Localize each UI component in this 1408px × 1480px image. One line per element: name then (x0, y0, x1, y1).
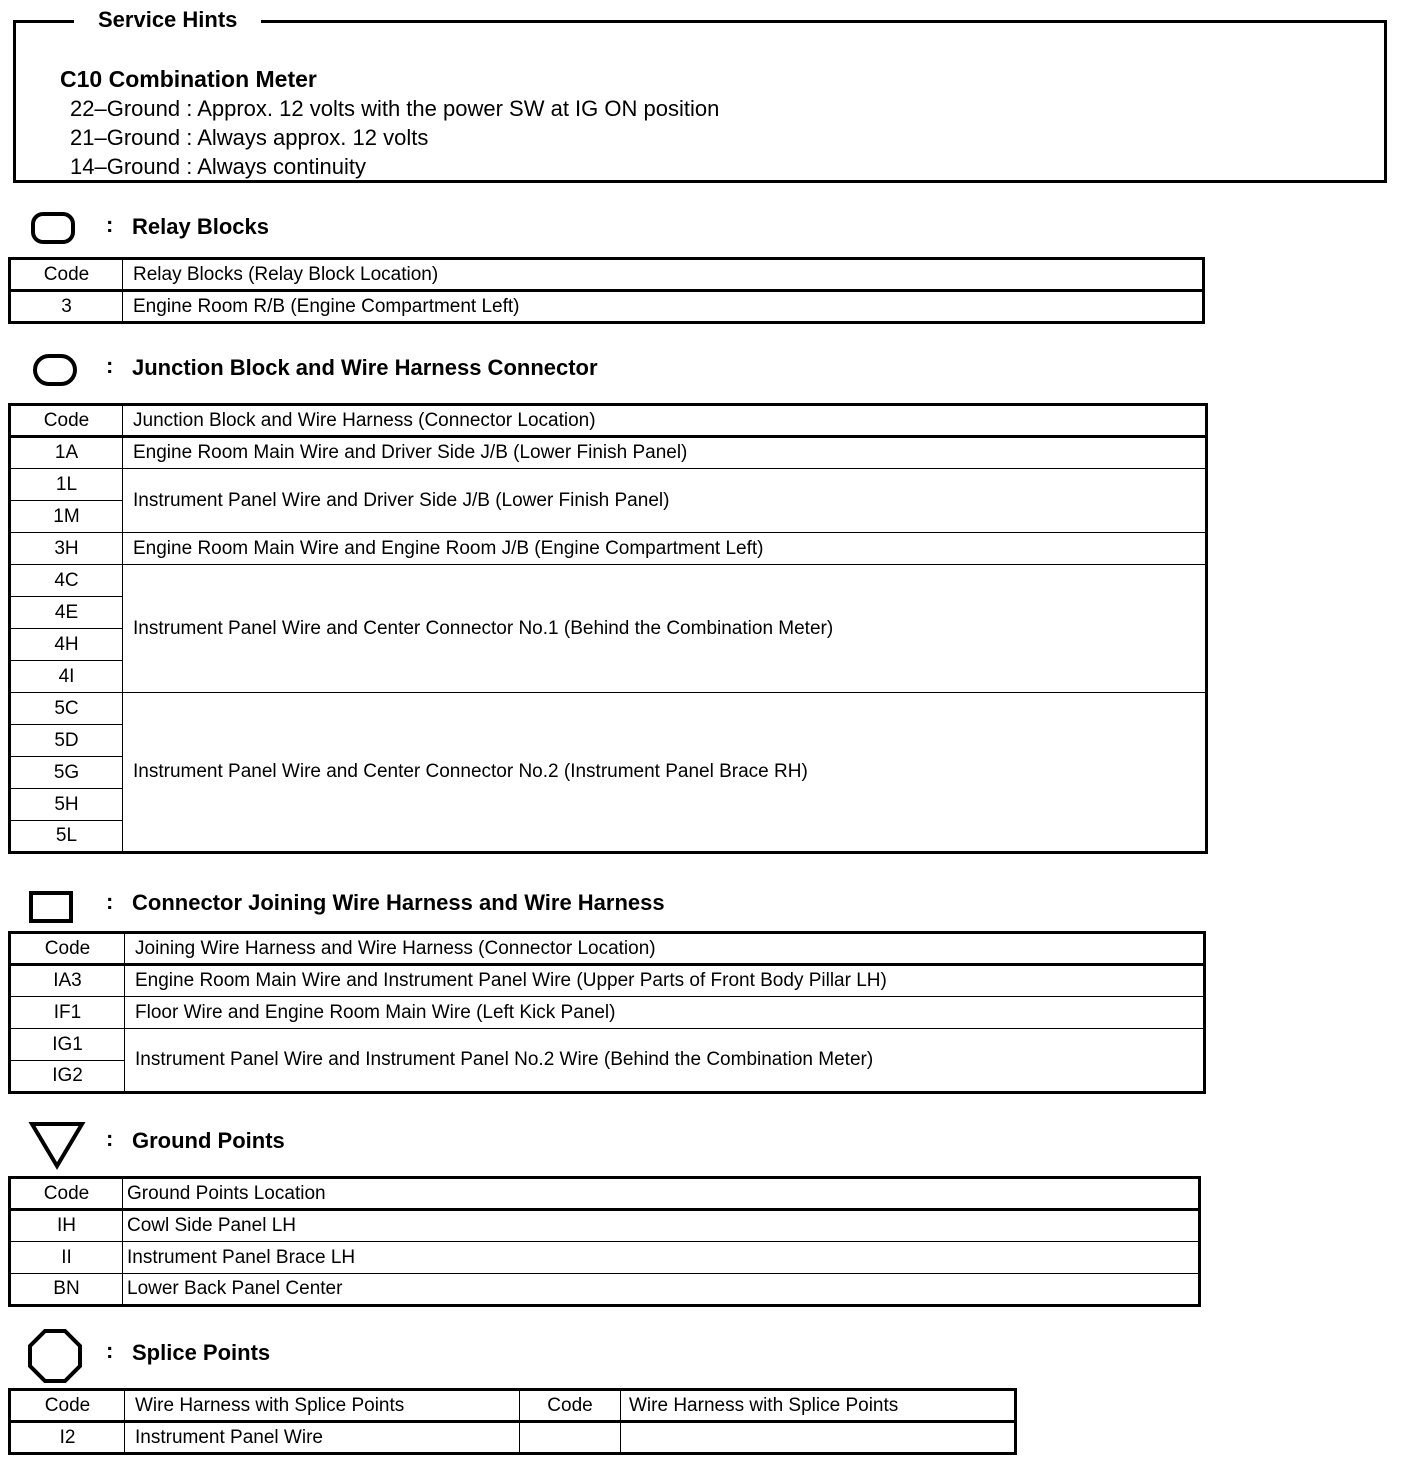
section-colon: : (106, 1338, 114, 1363)
row-description: Instrument Panel Wire and Instrument Panel No.2 Wire (Behind the Combination Meter) (125, 1029, 1205, 1093)
header-description: Wire Harness with Splice Points (125, 1390, 520, 1422)
row-code: IG2 (10, 1061, 125, 1093)
row-description: Instrument Panel Brace LH (123, 1242, 1200, 1274)
table-row (10, 291, 1204, 323)
table-row (10, 565, 1207, 597)
ground-points-table (8, 1176, 1201, 1307)
row-code: 1A (10, 437, 123, 469)
row-description: Instrument Panel Wire (125, 1422, 520, 1454)
row-code: 5D (10, 725, 123, 757)
header-description: Ground Points Location (123, 1178, 1200, 1210)
row-code (520, 1422, 621, 1454)
header-code: Code (520, 1390, 621, 1422)
splice-points-title: Splice Points (132, 1340, 271, 1365)
row-code: I2 (10, 1422, 125, 1454)
header-description: Wire Harness with Splice Points (621, 1390, 1016, 1422)
header-description: Junction Block and Wire Harness (Connector Location) (123, 405, 1207, 437)
row-description: Lower Back Panel Center (123, 1274, 1200, 1306)
row-description: Engine Room Main Wire and Engine Room J/B (Engine Compartment Left) (123, 533, 1207, 565)
row-code: 1M (10, 501, 123, 533)
section-colon: : (106, 889, 114, 914)
junction-block-table (8, 403, 1208, 854)
relay-blocks-table (8, 257, 1205, 324)
table-header-row (10, 1178, 1200, 1210)
oval-icon (32, 352, 80, 393)
table-row (10, 997, 1205, 1029)
row-code: BN (10, 1274, 123, 1306)
connector-table (8, 931, 1206, 1094)
service-hints-title: Service Hints (74, 6, 261, 34)
table-row (10, 437, 1207, 469)
row-code: 4H (10, 629, 123, 661)
row-description: Instrument Panel Wire and Center Connector No.2 (Instrument Panel Brace RH) (123, 693, 1207, 853)
row-description: Floor Wire and Engine Room Main Wire (Left Kick Panel) (125, 997, 1205, 1029)
table-row (10, 1274, 1200, 1306)
section-colon: : (106, 353, 114, 378)
row-description: Instrument Panel Wire and Driver Side J/B (Lower Finish Panel) (123, 469, 1207, 533)
header-code: Code (10, 259, 123, 291)
table-row (10, 533, 1207, 565)
service-hints-component: C10 Combination Meter (60, 66, 317, 92)
row-code: 4C (10, 565, 123, 597)
row-code: IA3 (10, 965, 125, 997)
table-row (10, 1029, 1205, 1061)
header-code: Code (10, 1390, 125, 1422)
row-description: Cowl Side Panel LH (123, 1210, 1200, 1242)
service-hint-line: 21–Ground : Always approx. 12 volts (70, 125, 429, 150)
header-code: Code (10, 933, 125, 965)
row-code: 3 (10, 291, 123, 323)
table-row (10, 1422, 1016, 1454)
table-row (10, 469, 1207, 501)
table-row (10, 1242, 1200, 1274)
row-code: IF1 (10, 997, 125, 1029)
section-colon: : (106, 1126, 114, 1151)
junction-block-title: Junction Block and Wire Harness Connector (132, 355, 598, 380)
table-row (10, 965, 1205, 997)
row-code: 5G (10, 757, 123, 789)
splice-points-table (8, 1388, 1017, 1455)
down-triangle-icon (28, 1120, 86, 1175)
row-code: 1L (10, 469, 123, 501)
row-code: 4I (10, 661, 123, 693)
table-header-row (10, 1390, 1016, 1422)
service-hint-line: 22–Ground : Approx. 12 volts with the power SW at IG ON position (70, 96, 720, 121)
service-hint-line: 14–Ground : Always continuity (70, 154, 366, 179)
header-code: Code (10, 1178, 123, 1210)
rounded-rectangle-icon (30, 210, 78, 251)
row-code: 5H (10, 789, 123, 821)
row-description: Engine Room Main Wire and Driver Side J/B (Lower Finish Panel) (123, 437, 1207, 469)
table-header-row (10, 405, 1207, 437)
table-header-row (10, 259, 1204, 291)
row-code: IH (10, 1210, 123, 1242)
connector-title: Connector Joining Wire Harness and Wire Harness (132, 890, 665, 915)
row-description: Instrument Panel Wire and Center Connector No.1 (Behind the Combination Meter) (123, 565, 1207, 693)
rectangle-icon (28, 888, 76, 931)
row-code: II (10, 1242, 123, 1274)
section-colon: : (106, 212, 114, 237)
row-code: IG1 (10, 1029, 125, 1061)
table-header-row (10, 933, 1205, 965)
ground-points-title: Ground Points (132, 1128, 285, 1153)
row-description: Engine Room Main Wire and Instrument Panel Wire (Upper Parts of Front Body Pillar LH) (125, 965, 1205, 997)
row-description: Engine Room R/B (Engine Compartment Left) (123, 291, 1204, 323)
header-description: Relay Blocks (Relay Block Location) (123, 259, 1204, 291)
table-row (10, 1210, 1200, 1242)
row-code: 3H (10, 533, 123, 565)
row-code: 5L (10, 821, 123, 853)
service-hints-box (13, 20, 1387, 183)
row-description (621, 1422, 1016, 1454)
header-description: Joining Wire Harness and Wire Harness (Connector Location) (125, 933, 1205, 965)
octagon-icon (27, 1328, 83, 1389)
header-code: Code (10, 405, 123, 437)
row-code: 5C (10, 693, 123, 725)
row-code: 4E (10, 597, 123, 629)
table-row (10, 693, 1207, 725)
relay-blocks-title: Relay Blocks (132, 214, 269, 239)
